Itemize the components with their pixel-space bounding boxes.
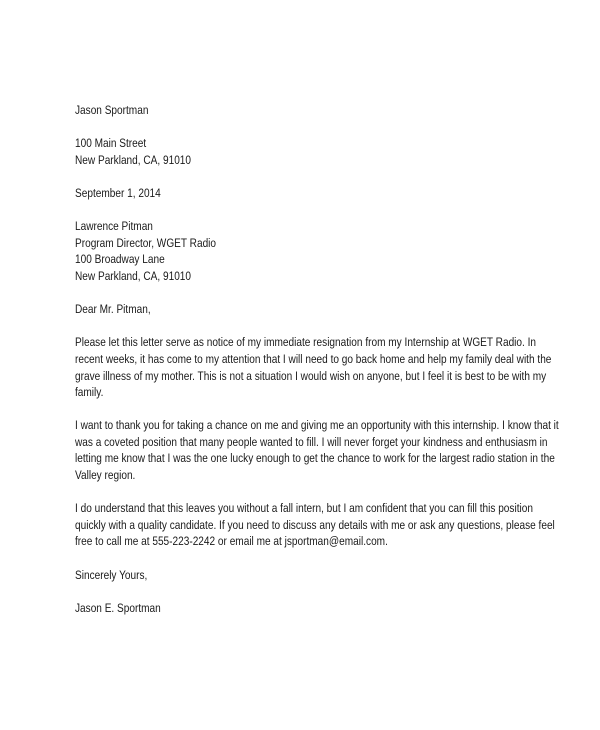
paragraph-line: Please let this letter serve as notice of my immediate resignation from my Internship at WGET Radio. In (75, 335, 537, 350)
paragraph-line: family. (75, 385, 104, 400)
body-paragraph-3 (75, 500, 555, 550)
paragraph-line: I do understand that this leaves you without a fall intern, but I am confident that you can fill this position (75, 501, 533, 516)
recipient-city: New Parkland, CA, 91010 (75, 268, 192, 283)
salutation: Dear Mr. Pitman, (75, 302, 151, 317)
paragraph-line: Valley region. (75, 468, 136, 483)
paragraph-line: free to call me at 555-223-2242 or email me at jsportman@email.com. (75, 534, 388, 549)
paragraph-line: recent weeks, it has come to my attention that I will need to go back home and help my family deal with the (75, 351, 552, 366)
paragraph-line: I want to thank you for taking a chance on me and giving me an opportunity with this internship. I know that it (75, 418, 559, 433)
sender-address (75, 102, 534, 168)
signature: Jason E. Sportman (75, 600, 161, 615)
body-paragraph-1 (75, 334, 552, 400)
paragraph-line: grave illness of my mother. This is not a situation I would wish on anyone, but I feel it is best to be with my (75, 368, 547, 383)
recipient-address (75, 218, 534, 284)
recipient-name: Lawrence Pitman (75, 219, 153, 234)
paragraph-line: letting me know that I was the one lucky enough to get the chance to work for the largest radio station in the (75, 451, 555, 466)
sender-name: Jason Sportman (75, 103, 149, 117)
resignation-letter (75, 102, 559, 616)
paragraph-line: was a coveted position that many people wanted to fill. I will never forget your kindness and enthusiasm in (75, 434, 548, 449)
body-paragraph-2 (75, 417, 559, 483)
letter-date: September 1, 2014 (75, 185, 161, 200)
recipient-title: Program Director, WGET Radio (75, 235, 217, 250)
recipient-street: 100 Broadway Lane (75, 252, 165, 267)
sender-street: 100 Main Street (75, 136, 147, 151)
closing: Sincerely Yours, (75, 567, 148, 582)
sender-city: New Parkland, CA, 91010 (75, 152, 192, 167)
paragraph-line: quickly with a quality candidate. If you need to discuss any details with me or ask any questions, please feel (75, 517, 555, 532)
